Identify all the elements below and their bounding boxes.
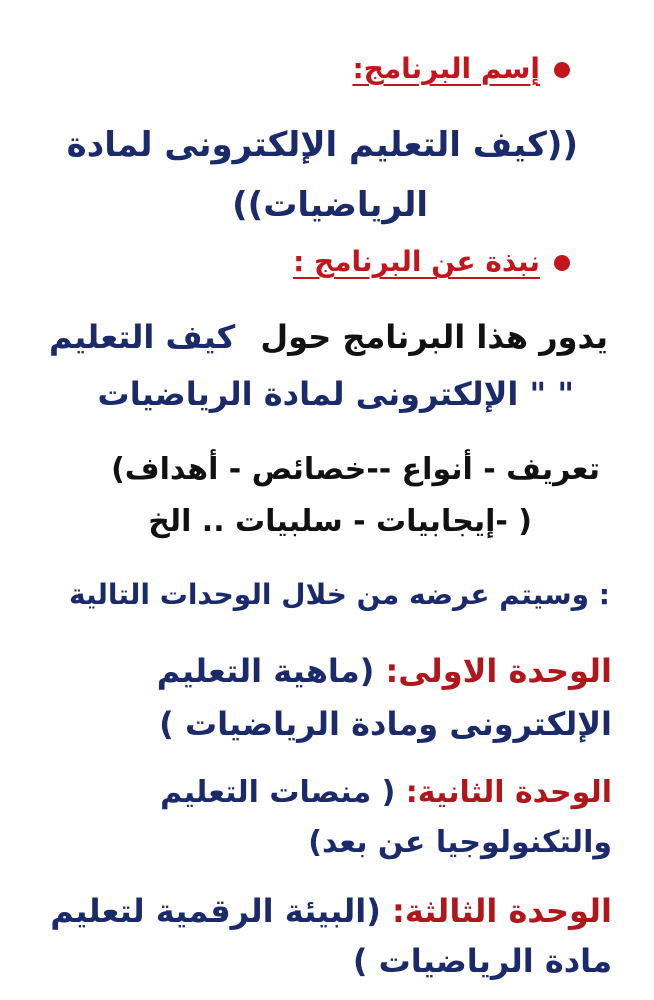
program-title-line-2: الرياضيات)) [232,185,428,225]
unit-2-line-2: والتكنولوجيا عن بعد) [308,825,612,860]
unit-2-title: ( منصات التعليم [160,775,396,810]
bullet-icon [554,255,570,271]
unit-1-line-1 [0,652,654,690]
program-name-heading [0,52,654,85]
unit-1-label: الوحدة الاولى: [385,652,612,690]
about-line-1 [0,318,654,356]
program-title-line-1: ((كيف التعليم الإلكترونى لمادة [66,125,578,165]
unit-1-title: (ماهية التعليم [156,652,375,690]
program-name-heading-text: إسم البرنامج: [352,52,540,85]
about-heading [0,245,654,278]
about-line-2: " " الإلكترونى لمادة الرياضيات [97,375,574,413]
about-line-1-text: يدور هذا البرنامج حول [260,318,608,356]
units-intro: : وسيتم عرضه من خلال الوحدات التالية [68,578,610,611]
unit-3-title: (البيئة الرقمية لتعليم [50,892,381,930]
unit-1-line-2: الإلكترونى ومادة الرياضيات ) [159,705,612,743]
unit-3-label: الوحدة الثالثة: [392,892,612,930]
topics-line-1: تعريف - أنواع --خصائص - أهداف) [111,452,600,487]
topics-line-2: ( -إيجابيات - سلبيات .. الخ [148,504,532,539]
about-line-1-highlight: كيف التعليم [48,318,236,356]
unit-2-label: الوحدة الثانية: [405,775,612,810]
unit-3-line-2: مادة الرياضيات ) [352,942,612,980]
about-heading-text: نبذة عن البرنامج : [293,245,540,278]
unit-2-line-1 [0,775,654,810]
unit-3-line-1 [0,892,654,930]
bullet-icon [554,62,570,78]
